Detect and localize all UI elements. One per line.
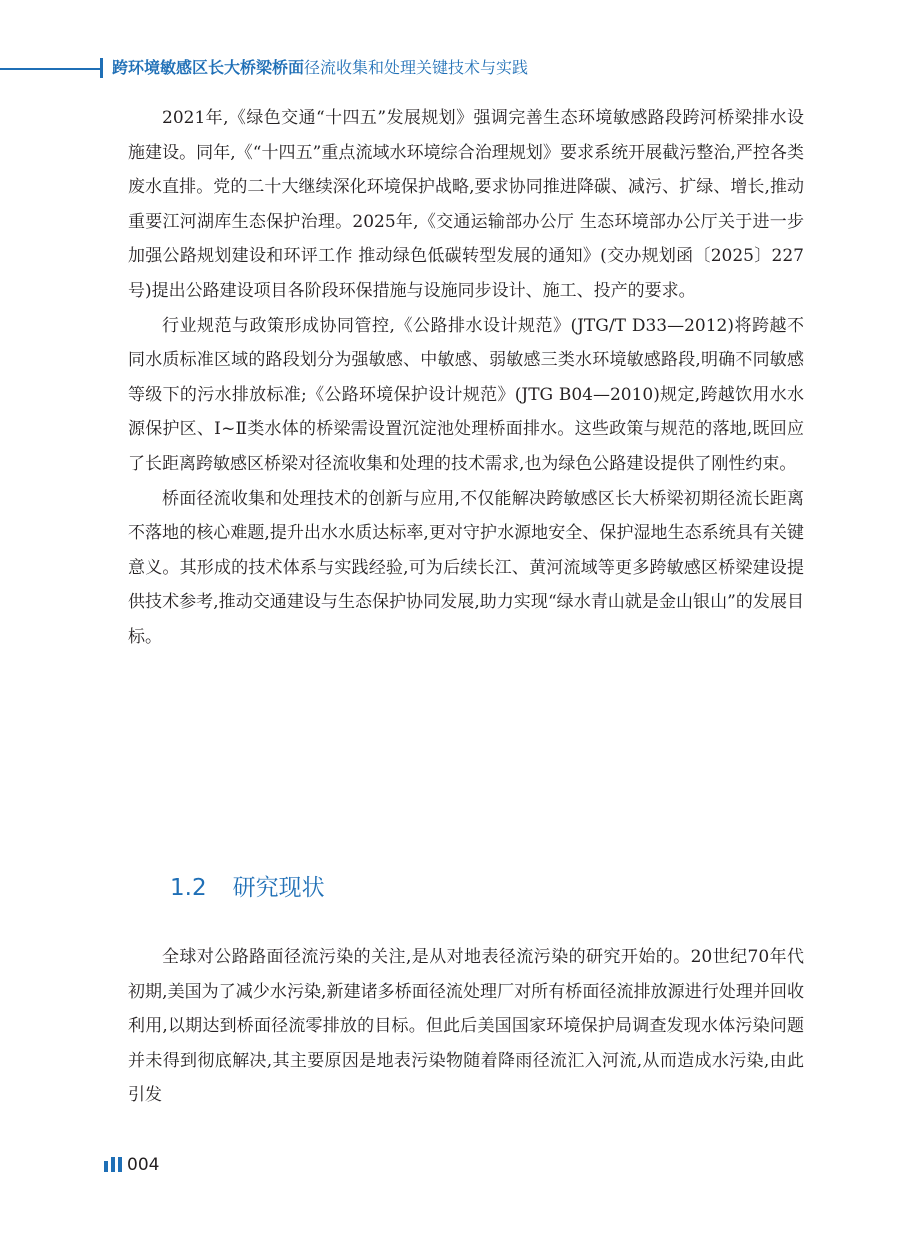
paragraph: 行业规范与政策形成协同管控,《公路排水设计规范》(JTG/T D33—2012)将跨越不同水质标准区域的路段划分为强敏感、中敏感、弱敏感三类水环境敏感路段,明确不同敏感等级下的污水排放标准;《公路环境保护设计规范》(JTG B04—2010)规定,跨越饮用水水源保护区、Ⅰ~Ⅱ类水体的桥梁需设置沉淀池处理桥面排水。这些政策与规范的落地,既回应了长距离跨敏感区桥梁对径流收集和处理的技术需求,也为绿色公路建设提供了刚性约束。 — [128, 315, 804, 474]
paragraph: 全球对公路路面径流污染的关注,是从对地表径流污染的研究开始的。20世纪70年代初期,美国为了减少水污染,新建诸多桥面径流处理厂对所有桥面径流排放源进行处理并回收利用,以期达到桥面径流零排放的目标。但此后美国国家环境保护局调查发现水体污染问题并未得到彻底解决,其主要原因是地表污染物随着降雨径流汇入河流,从而造成水污染,由此引发 — [128, 947, 804, 1106]
paragraph: 2021年,《绿色交通“十四五”发展规划》强调完善生态环境敏感路段跨河桥梁排水设施建设。同年,《“十四五”重点流域水环境综合治理规划》要求系统开展截污整治,严控各类废水直排。党的二十大继续深化环境保护战略,要求协同推进降碳、减污、扩绿、增长,推动重要江河湖库生态保护治理。2025年,《交通运输部办公厅 生态环境部办公厅关于进一步加强公路规划建设和环评工作 推动绿色低碳转型发展的通知》(交办规划函〔2025〕227号)提出公路建设项目各阶段环保措施与设施同步设计、施工、投产的要求。 — [128, 108, 804, 301]
page-number: 004 — [127, 1155, 160, 1175]
running-header — [112, 57, 528, 79]
section-body-text-block — [128, 940, 804, 1113]
body-text-block — [128, 101, 804, 655]
section-heading — [170, 869, 325, 902]
paragraph: 桥面径流收集和处理技术的创新与应用,不仅能解决跨敏感区长大桥梁初期径流长距离不落地的核心难题,提升出水水质达标率,更对守护水源地安全、保护湿地生态系统具有关键意义。其形成的技术体系与实践经验,可为后续长江、黄河流域等更多跨敏感区桥梁建设提供技术参考,推动交通建设与生态保护协同发展,助力实现“绿水青山就是金山银山”的发展目标。 — [128, 488, 804, 647]
section-title: 研究现状 — [232, 875, 325, 901]
footer-bars-icon — [104, 1157, 122, 1172]
running-header-rest: 径流收集和处理关键技术与实践 — [304, 58, 529, 77]
header-rule — [0, 68, 100, 70]
header-accent-bar — [100, 58, 103, 78]
running-header-strong: 跨环境敏感区长大桥梁桥面 — [112, 58, 305, 77]
section-number: 1.2 — [170, 875, 207, 901]
